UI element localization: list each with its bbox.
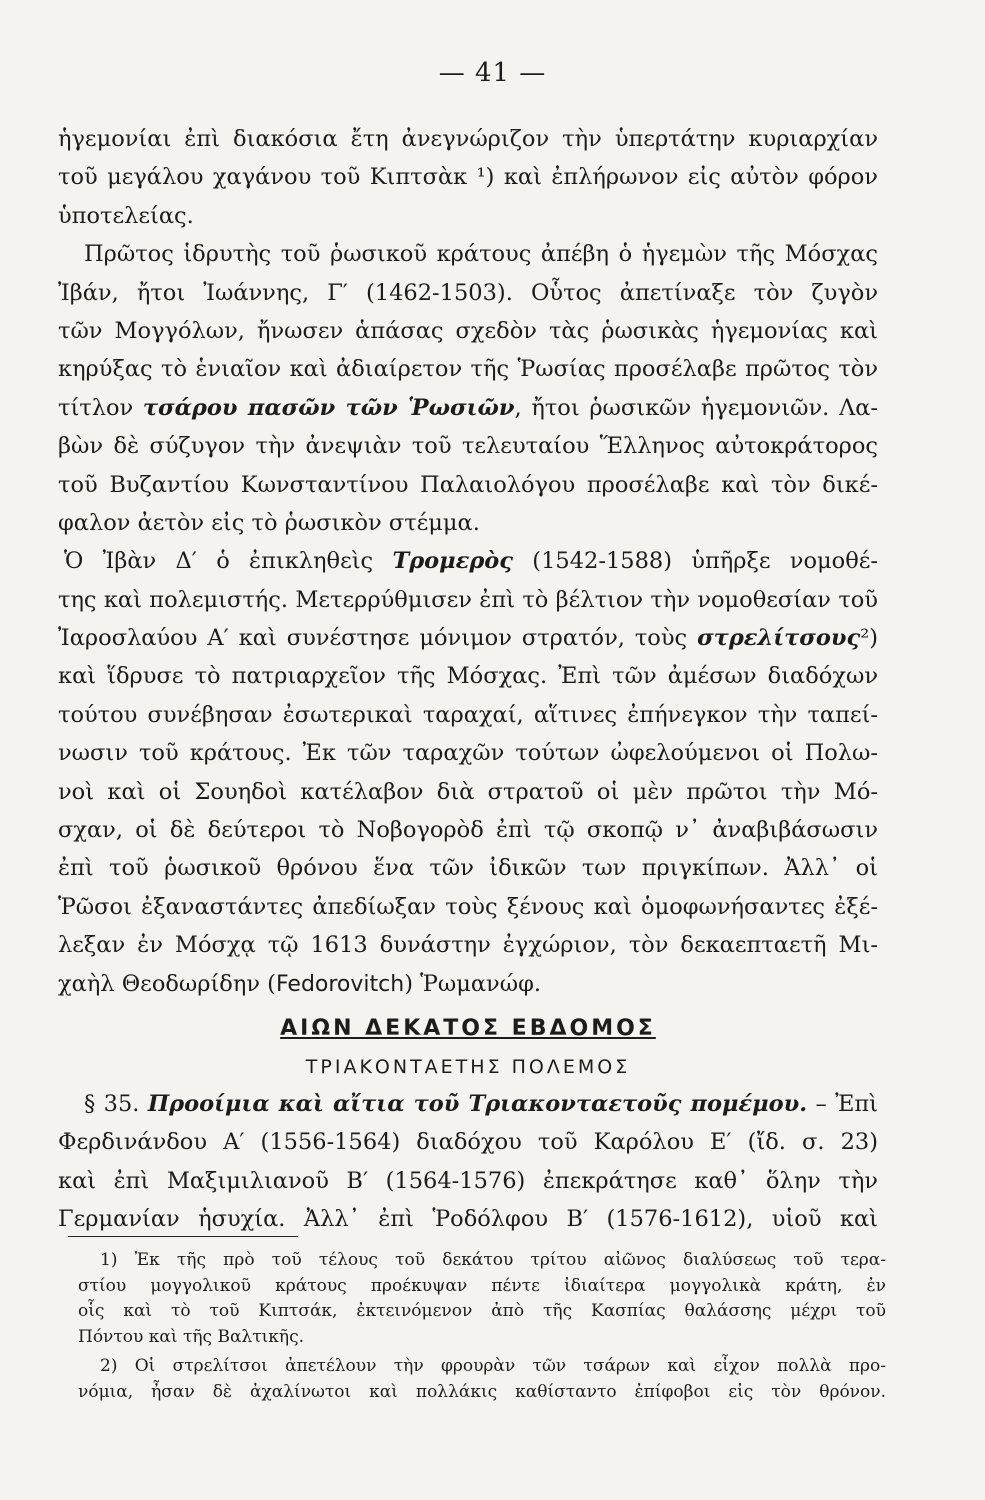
text-segment: , ἤτοι ῥωσικῶν ἡγεμονιῶν. Λα- [514, 394, 878, 421]
text-line: φαλον ἀετὸν εἰς τὸ ῥωσικὸν στέμμα. [58, 509, 480, 536]
footnote-line: νόμια, ἦσαν δὲ ἀχαλίνωτοι καὶ πολλάκις καθίσταντο ἐπίφοβοι εἰς τὸν θρόνον. [78, 1381, 886, 1402]
text-line: Ἰβάν, ἤτοι Ἰωάννης, Γ′ (1462-1503). Οὗτος ἀπετίναξε τὸν ζυγὸν [58, 279, 878, 306]
text-segment: Ὁ Ἰβὰν Δ′ ὁ ἐπικληθεὶς [64, 548, 393, 575]
text-line: σχαν, οἱ δὲ δεύτεροι τὸ Νοβογορὸδ ἐπὶ τῷ σκοπῷ ν᾽ ἀναβιβάσωσιν [58, 817, 878, 844]
footnote-line: στίου μογγολικοῦ κράτους προέκυψαν πέντε ἰδιαίτερα μογγολικὰ κράτη, ἐν [78, 1275, 886, 1296]
text-line [58, 965, 878, 1003]
text-line: βὼν δὲ σύζυγον τὴν ἀνεψιὰν τοῦ τελευταίου Ἕλληνος αὐτοκράτορος [58, 433, 878, 460]
footnote-line: 1) Ἐκ τῆς πρὸ τοῦ τέλους τοῦ δεκάτου τρίτου αἰῶνος διαλύσεως τοῦ τερα- [100, 1250, 886, 1270]
text-line: νοὶ καὶ οἱ Σουηδοὶ κατέλαβον διὰ στρατοῦ οἱ μὲν πρῶτοι τὴν Μό- [58, 778, 878, 805]
text-line: τοῦ μεγάλου χαγάνου τοῦ Κιπτσὰκ ¹) καὶ ἐπλήρωνον εἰς αὐτὸν φόρον [58, 164, 878, 191]
latin-name: Fedorovitch [275, 971, 405, 997]
text-line: Φερδινάνδου Α′ (1556-1564) διαδόχου τοῦ Καρόλου Ε′ (ἴδ. σ. 23) [58, 1129, 878, 1156]
footnotes [78, 1248, 886, 1405]
emphasis-epithet: Τρομερὸς [392, 548, 513, 575]
text-line: τῶν Μογγόλων, ἤνωσεν ἁπάσας σχεδὸν τὰς ῥωσικὰς ἡγεμονίας καὶ [58, 317, 878, 344]
emphasis-streltsy: στρελίτσους [697, 625, 861, 652]
text-line: ἐπὶ τοῦ ῥωσικοῦ θρόνου ἕνα τῶν ἰδικῶν των πριγκίπων. Ἀλλ᾽ οἱ [58, 855, 878, 882]
text-line [58, 1085, 878, 1123]
main-text [58, 120, 878, 1239]
text-line: ὑποτελείας. [58, 202, 194, 229]
century-heading: ΑΙΩΝ ΔΕΚΑΤΟΣ ΕΒΔΟΜΟΣ [280, 1015, 656, 1041]
text-line: της καὶ πολεμιστής. Μετερρύθμισεν ἐπὶ τὸ βέλτιον τὴν νομοθεσίαν τοῦ [58, 586, 878, 613]
text-segment: Ἰαροσλαύου Α′ καὶ συνέστησε μόνιμον στρατόν, τοὺς [58, 625, 698, 652]
section-title: Προοίμια καὶ αἴτια τοῦ Τριακονταετοῦς πομέμου. [147, 1090, 808, 1117]
footnote-ref: ²) [860, 625, 878, 652]
text-line [58, 389, 878, 427]
text-line: τοῦ Βυζαντίου Κωνσταντίνου Παλαιολόγου προσέλαβε καὶ τὸν δικέ- [58, 471, 878, 498]
text-line [58, 619, 878, 657]
page-number: — 41 — [438, 58, 547, 88]
text-line: ἡγεμονίαι ἐπὶ διακόσια ἔτη ἀνεγνώριζον τὴν ὑπερτάτην κυριαρχίαν [58, 126, 878, 152]
text-line: Γερμανίαν ἡσυχία. Ἀλλ᾽ ἐπὶ Ῥοδόλφου Β′ (1576-1612), υἱοῦ καὶ [58, 1206, 878, 1233]
text-line: Ῥῶσοι ἐξαναστάντες ἀπεδίωξαν τοὺς ξένους καὶ ὁμοφωνήσαντες ἐξέ- [58, 893, 878, 920]
text-line: λεξαν ἐν Μόσχᾳ τῷ 1613 δυνάστην ἐγχώριον, τὸν δεκαεπταετῆ Μι- [58, 932, 878, 959]
text-segment: – Ἐπὶ [807, 1090, 878, 1117]
footnote-line: 2) Οἱ στρελίτσοι ἀπετέλουν τὴν φρουρὰν τῶν τσάρων καὶ εἶχον πολλὰ προ- [100, 1356, 886, 1376]
emphasis-title: τσάρου πασῶν τῶν Ῥωσιῶν [142, 394, 515, 421]
text-segment: τίτλον [58, 394, 143, 421]
footnote-line: Πόντου καὶ τῆς Βαλτικῆς. [78, 1326, 305, 1347]
section-number: § 35. [84, 1090, 148, 1117]
text-line: νωσιν τοῦ κράτους. Ἐκ τῶν ταραχῶν τούτων ὠφελούμενοι οἱ Πολω- [58, 740, 878, 767]
text-line: Πρῶτος ἱδρυτὴς τοῦ ῥωσικοῦ κράτους ἀπέβη ὁ ἡγεμὼν τῆς Μόσχας [84, 241, 878, 268]
war-subheading: ΤΡΙΑΚΟΝΤΑΕΤΗΣ ΠΟΛΕΜΟΣ [305, 1055, 631, 1078]
text-line [58, 542, 878, 580]
footnote-divider [68, 1236, 298, 1237]
text-segment: χαὴλ Θεοδωρίδην ( [58, 970, 276, 997]
text-line: κηρύξας τὸ ἑνιαῖον καὶ ἀδιαίρετον τῆς Ῥωσίας προσέλαβε πρῶτος τὸν [58, 356, 878, 383]
text-segment: ) Ῥωμανώφ. [404, 970, 541, 997]
text-segment: (1542-1588) ὑπῆρξε νομοθέ- [513, 548, 878, 575]
text-line: καὶ ἵδρυσε τὸ πατριαρχεῖον τῆς Μόσχας. Ἐπὶ τῶν ἀμέσων διαδόχων [58, 663, 878, 690]
footnote-line: οἷς καὶ τὸ τοῦ Κιπτσάκ, ἐκτεινόμενον ἀπὸ τῆς Κασπίας θαλάσσης μέχρι τοῦ [78, 1301, 886, 1321]
text-line: καὶ ἐπὶ Μαξιμιλιανοῦ Β′ (1564-1576) ἐπεκράτησε καθ᾽ ὅλην τὴν [58, 1167, 878, 1194]
text-line: τούτου συνέβησαν ἐσωτερικαὶ ταραχαί, αἵτινες ἐπήνεγκον τὴν ταπεί- [58, 701, 878, 728]
